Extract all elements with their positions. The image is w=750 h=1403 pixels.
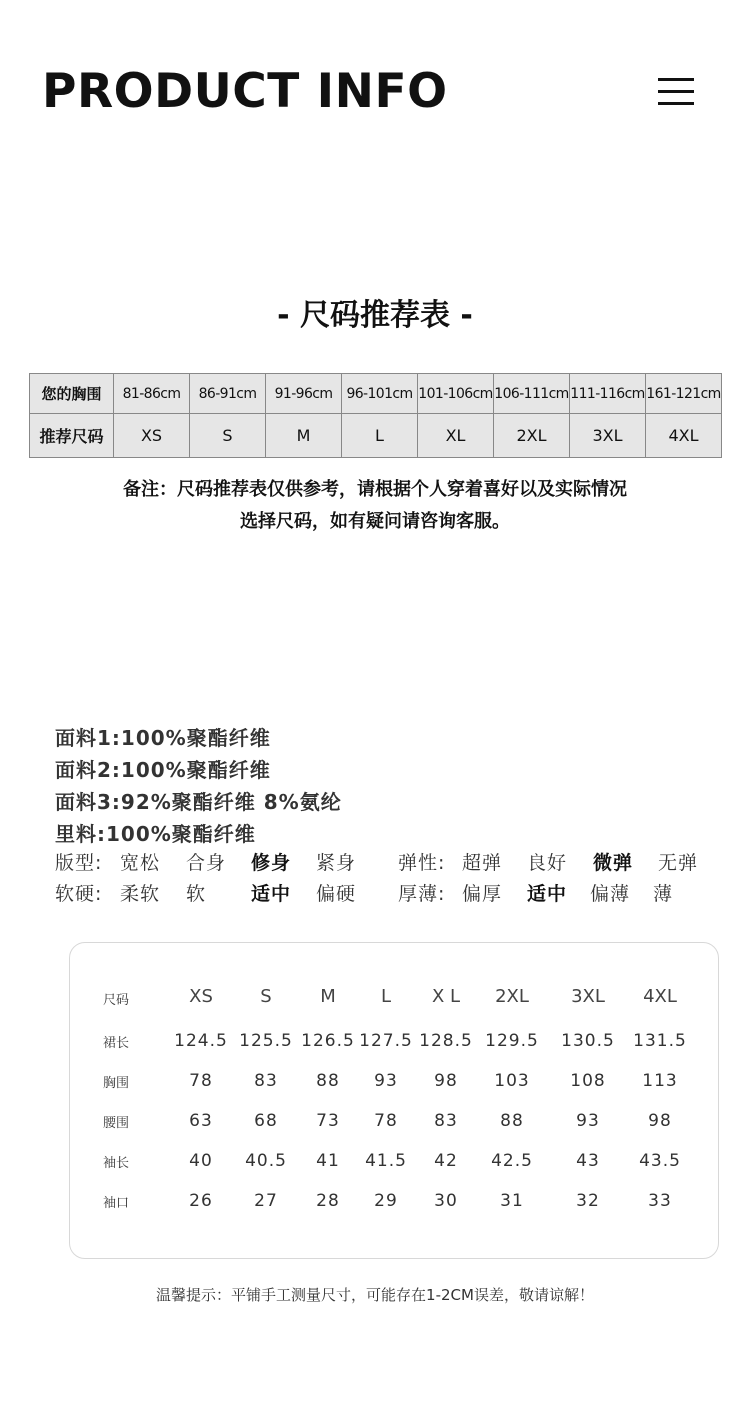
property-row bbox=[55, 879, 715, 910]
chest-range-cell: 86-91cm bbox=[190, 374, 266, 414]
measurement-value: 42 bbox=[434, 1151, 458, 1171]
measurement-value: 68 bbox=[254, 1111, 278, 1131]
measurement-value: 88 bbox=[316, 1071, 340, 1091]
size-row bbox=[30, 414, 722, 458]
measurement-value: 98 bbox=[434, 1071, 458, 1091]
measurement-value: 131.5 bbox=[633, 1031, 687, 1051]
measurement-value: 124.5 bbox=[174, 1031, 228, 1051]
softness-option: 柔软 bbox=[120, 883, 161, 905]
fit-option: 紧身 bbox=[316, 852, 357, 874]
fabric-item: 面料1:100%聚酯纤维 bbox=[55, 726, 271, 750]
measurement-size-header: M bbox=[320, 986, 336, 1007]
size-cell: 3XL bbox=[570, 414, 646, 458]
measurement-value: 98 bbox=[648, 1111, 672, 1131]
measurement-row-label: 裙长 bbox=[103, 1036, 130, 1051]
chest-range-cell: 81-86cm bbox=[114, 374, 190, 414]
size-cell: XL bbox=[418, 414, 494, 458]
measurement-value: 43.5 bbox=[639, 1151, 681, 1171]
measurement-card bbox=[69, 942, 719, 1259]
measurement-value: 40 bbox=[189, 1151, 213, 1171]
page-title: PRODUCT INFO bbox=[42, 64, 448, 119]
thickness-option: 偏厚 bbox=[462, 883, 503, 905]
softness-label: 软硬: bbox=[55, 883, 103, 905]
measurement-value: 33 bbox=[648, 1191, 672, 1211]
measurement-value: 83 bbox=[254, 1071, 278, 1091]
measurement-value: 128.5 bbox=[419, 1031, 473, 1051]
measurement-value: 31 bbox=[500, 1191, 524, 1211]
size-cell: S bbox=[190, 414, 266, 458]
measurement-row-label: 胸围 bbox=[103, 1076, 130, 1091]
measurement-value: 130.5 bbox=[561, 1031, 615, 1051]
measurement-row-label: 袖口 bbox=[103, 1196, 130, 1211]
measurement-value: 27 bbox=[254, 1191, 278, 1211]
softness-option: 偏硬 bbox=[316, 883, 357, 905]
measurement-value: 26 bbox=[189, 1191, 213, 1211]
measurement-size-header: X L bbox=[431, 986, 461, 1007]
fabric-list bbox=[55, 722, 342, 850]
measurement-value: 43 bbox=[576, 1151, 600, 1171]
measurement-size-header: 3XL bbox=[571, 986, 605, 1007]
measurement-value: 125.5 bbox=[239, 1031, 293, 1051]
measurement-value: 88 bbox=[500, 1111, 524, 1131]
fit-option: 宽松 bbox=[120, 852, 161, 874]
chest-range-cell: 106-111cm bbox=[494, 374, 570, 414]
measurement-value: 30 bbox=[434, 1191, 458, 1211]
size-guide-title: - 尺码推荐表 - bbox=[277, 298, 473, 333]
chest-row bbox=[30, 374, 722, 414]
measurement-size-header: S bbox=[260, 986, 272, 1007]
size-guide-note bbox=[60, 474, 690, 538]
fabric-item: 面料3:92%聚酯纤维 8%氨纶 bbox=[55, 790, 342, 814]
property-grid bbox=[55, 848, 715, 910]
chest-range-cell: 111-116cm bbox=[570, 374, 646, 414]
measurement-value: 129.5 bbox=[485, 1031, 539, 1051]
elastic-label: 弹性: bbox=[398, 852, 446, 874]
row-label: 您的胸围 bbox=[30, 374, 114, 414]
chest-range-cell: 161-121cm bbox=[646, 374, 722, 414]
size-cell: 4XL bbox=[646, 414, 722, 458]
elastic-option: 超弹 bbox=[462, 852, 503, 874]
measurement-value: 126.5 bbox=[301, 1031, 355, 1051]
measurement-value: 93 bbox=[576, 1111, 600, 1131]
measurement-row-label: 腰围 bbox=[103, 1116, 130, 1131]
size-recommendation-table bbox=[29, 373, 722, 458]
measurement-value: 73 bbox=[316, 1111, 340, 1131]
fabric-item: 面料2:100%聚酯纤维 bbox=[55, 758, 271, 782]
fit-label: 版型: bbox=[55, 852, 103, 874]
property-row bbox=[55, 848, 715, 879]
fit-option: 合身 bbox=[186, 852, 227, 874]
measurement-value: 78 bbox=[374, 1111, 398, 1131]
fit-option-selected: 修身 bbox=[251, 852, 292, 874]
measurement-size-header: XS bbox=[189, 986, 213, 1007]
size-cell: XS bbox=[114, 414, 190, 458]
softness-option-selected: 适中 bbox=[251, 883, 292, 905]
measurement-value: 29 bbox=[374, 1191, 398, 1211]
measurement-size-header: L bbox=[380, 986, 392, 1007]
thickness-option-selected: 适中 bbox=[527, 883, 568, 905]
fabric-item: 里料:100%聚酯纤维 bbox=[55, 822, 256, 846]
measurement-value: 42.5 bbox=[491, 1151, 533, 1171]
measurement-header-label: 尺码 bbox=[103, 993, 130, 1008]
measurement-value: 83 bbox=[434, 1111, 458, 1131]
thickness-label: 厚薄: bbox=[398, 883, 446, 905]
thickness-option: 偏薄 bbox=[590, 883, 631, 905]
measurement-value: 108 bbox=[570, 1071, 606, 1091]
row-label: 推荐尺码 bbox=[30, 414, 114, 458]
measurement-value: 78 bbox=[189, 1071, 213, 1091]
measurement-size-header: 4XL bbox=[643, 986, 677, 1007]
size-cell: M bbox=[266, 414, 342, 458]
measurement-value: 127.5 bbox=[359, 1031, 413, 1051]
size-cell: 2XL bbox=[494, 414, 570, 458]
size-cell: L bbox=[342, 414, 418, 458]
chest-range-cell: 96-101cm bbox=[342, 374, 418, 414]
measurement-value: 41 bbox=[316, 1151, 340, 1171]
measurement-value: 63 bbox=[189, 1111, 213, 1131]
measurement-value: 28 bbox=[316, 1191, 340, 1211]
measurement-value: 113 bbox=[642, 1071, 678, 1091]
measurement-value: 103 bbox=[494, 1071, 530, 1091]
chest-range-cell: 91-96cm bbox=[266, 374, 342, 414]
chest-range-cell: 101-106cm bbox=[418, 374, 494, 414]
elastic-option-selected: 微弹 bbox=[593, 852, 634, 874]
measurement-tip: 温馨提示：平铺手工测量尺寸，可能存在1-2CM误差，敬请谅解！ bbox=[156, 1286, 594, 1304]
measurement-value: 93 bbox=[374, 1071, 398, 1091]
note-line: 备注：尺码推荐表仅供参考，请根据个人穿着喜好以及实际情况 bbox=[123, 479, 627, 500]
measurement-row-label: 袖长 bbox=[103, 1156, 130, 1171]
note-line: 选择尺码，如有疑问请咨询客服。 bbox=[240, 511, 510, 532]
hamburger-menu-icon[interactable] bbox=[658, 78, 694, 106]
measurement-size-header: 2XL bbox=[495, 986, 529, 1007]
elastic-option: 无弹 bbox=[658, 852, 699, 874]
elastic-option: 良好 bbox=[527, 852, 568, 874]
thickness-option: 薄 bbox=[653, 883, 674, 905]
measurement-value: 40.5 bbox=[245, 1151, 287, 1171]
measurement-value: 32 bbox=[576, 1191, 600, 1211]
measurement-value: 41.5 bbox=[365, 1151, 407, 1171]
softness-option: 软 bbox=[186, 883, 207, 905]
